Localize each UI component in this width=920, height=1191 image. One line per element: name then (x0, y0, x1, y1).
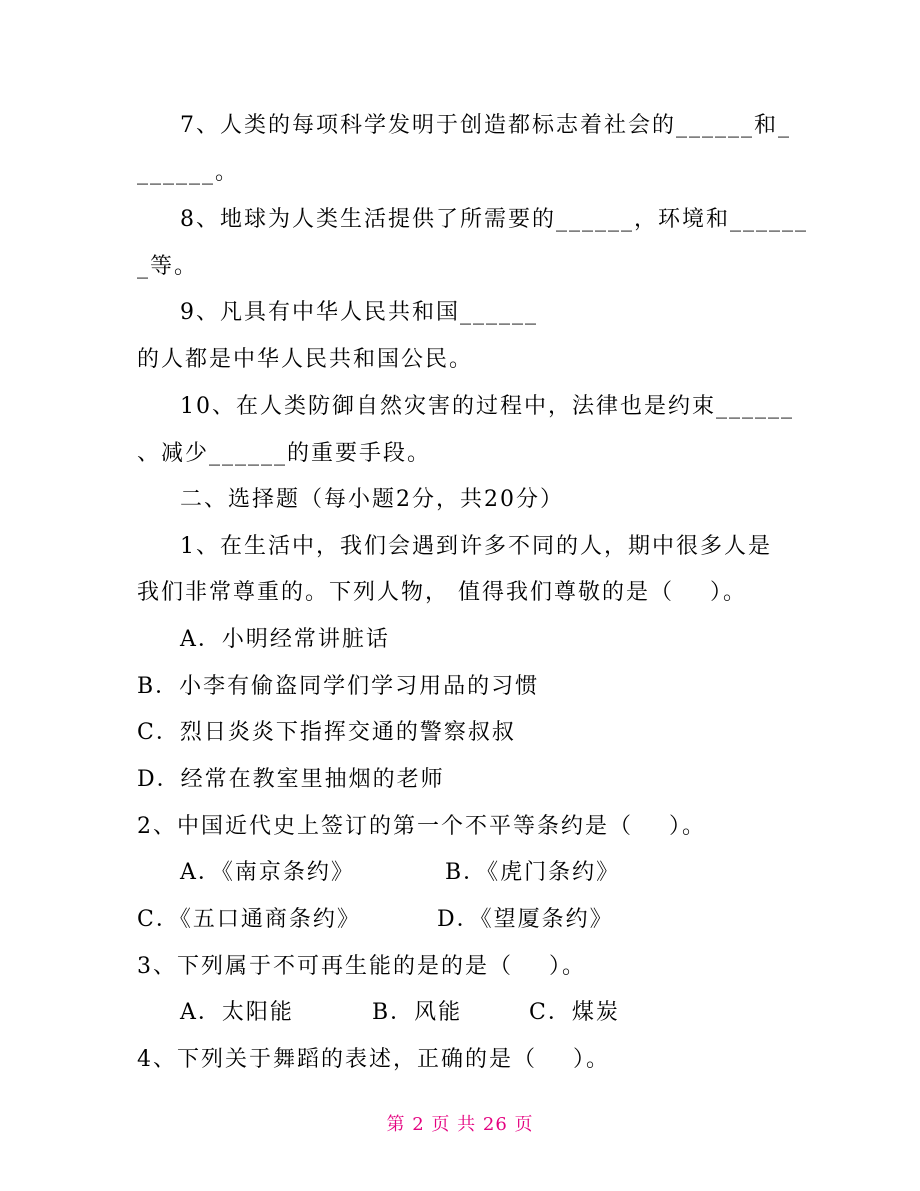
q2-option-a: A．《南京条约》 (180, 860, 355, 885)
q9-line-2: 的人都是中华人民共和国公民。 (137, 347, 474, 372)
footer-prefix: 第 (386, 1114, 406, 1135)
page-footer (0, 1112, 920, 1138)
section-title: 二、选择题（每小题2分，共20分） (180, 487, 564, 512)
q1-option-c: C．烈日炎炎下指挥交通的警察叔叔 (137, 720, 516, 745)
q3-option-b: B．风能 (372, 1000, 463, 1025)
q10-line-1: 10、在人类防御自然灾害的过程中，法律也是约束______ (180, 394, 794, 419)
q7-line-1: 7、人类的每项科学发明于创造都标志着社会的______和_ (180, 113, 791, 138)
q1-option-b: B．小李有偷盗同学们学习用品的习惯 (137, 674, 540, 699)
q4-text: 4、下列关于舞蹈的表述，正确的是（ ）。 (137, 1047, 610, 1072)
footer-mid: 页 共 (431, 1114, 477, 1135)
q7-line-2: ______。 (137, 160, 240, 185)
footer-suffix: 页 (514, 1114, 534, 1135)
q8-line-1: 8、地球为人类生活提供了所需要的______，环境和______ (180, 207, 808, 232)
q3-option-c: C．煤炭 (529, 1000, 620, 1025)
q2-option-d: D．《望厦条约》 (437, 907, 614, 932)
footer-total-pages: 26 (482, 1114, 508, 1135)
q3-option-a: A．太阳能 (180, 1000, 294, 1025)
q1-line-2: 我们非常尊重的。下列人物， 值得我们尊敬的是（ ）。 (137, 580, 747, 605)
q1-option-d: D．经常在教室里抽烟的老师 (137, 767, 445, 792)
q9-line-1: 9、凡具有中华人民共和国______ (180, 300, 538, 325)
footer-page-number: 2 (412, 1114, 425, 1135)
q2-option-c: C．《五口通商条约》 (137, 907, 361, 932)
q2-text: 2、中国近代史上签订的第一个不平等条约是（ ）。 (137, 814, 706, 839)
q1-option-a: A．小明经常讲脏话 (180, 627, 390, 652)
q3-text: 3、下列属于不可再生能的是的是（ ）。 (137, 954, 586, 979)
q10-line-2: 、减少______的重要手段。 (137, 441, 432, 466)
q8-line-2: _等。 (137, 254, 199, 279)
q2-option-b: B．《虎门条约》 (445, 860, 621, 885)
q1-line-1: 1、在生活中，我们会遇到许多不同的人，期中很多人是 (180, 534, 772, 559)
